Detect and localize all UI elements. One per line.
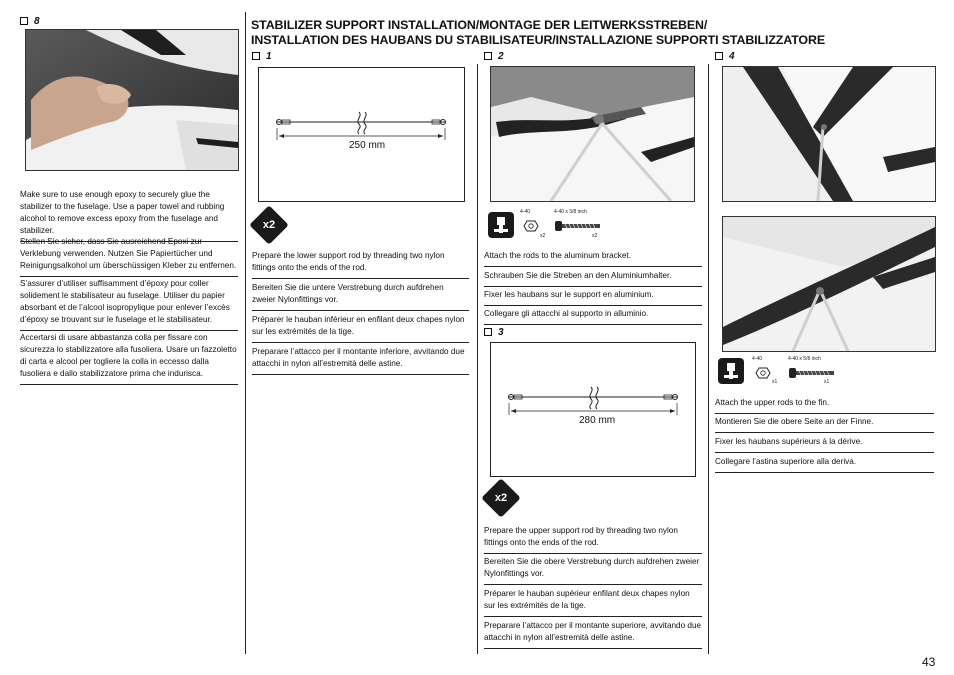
step-4-photo-top xyxy=(722,66,936,202)
step-2-text-en: Attach the rods to the aluminum bracket. xyxy=(484,250,702,267)
step-2-text-fr: Fixer les haubans sur le support en aluminium. xyxy=(484,289,702,306)
step-8-photo xyxy=(25,29,239,171)
checkbox-icon[interactable] xyxy=(484,52,492,60)
step-4-hardware xyxy=(716,352,846,388)
checkbox-icon[interactable] xyxy=(252,52,260,60)
step-4-text-fr: Fixer les haubans supérieurs à la dérive. xyxy=(715,436,934,453)
step-1-diagram xyxy=(258,67,465,202)
step-2-photo xyxy=(490,66,695,202)
quantity-badge-label: x2 xyxy=(494,492,508,504)
divider-3 xyxy=(708,64,709,654)
step-number: 4 xyxy=(729,51,735,62)
step-8-text-en: Make sure to use enough epoxy to securely glue the stabilizer to the fuselage. Use a paper towel and rubbing alcohol to remove excess epoxy from the fuselage and stabilizer. xyxy=(20,189,238,242)
rod-diagram-svg xyxy=(259,68,464,201)
step-2-text-de: Schrauben Sie die Streben an den Aluminiumhalter. xyxy=(484,270,702,287)
checkbox-icon[interactable] xyxy=(715,52,723,60)
page-title xyxy=(251,18,941,48)
step-number: 8 xyxy=(34,16,40,27)
step-number: 2 xyxy=(498,51,504,62)
step-2-hardware xyxy=(486,206,616,242)
screw-quantity: x1 xyxy=(824,379,830,385)
quantity-badge xyxy=(249,205,289,245)
divider-2 xyxy=(477,64,478,654)
screw-quantity: x2 xyxy=(592,233,598,239)
nut-icon xyxy=(754,366,772,384)
step-1-text-fr: Préparer le hauban inférieur en enfilant deux chapes nylon sur les extrémités de la tige. xyxy=(252,314,469,343)
nut-quantity: x2 xyxy=(540,233,546,239)
step-3-text-de: Bereiten Sie die obere Verstrebung durch aufdrehen zweier Nylonfittings vor. xyxy=(484,556,702,585)
step-4-text-de: Montieren Sie die obere Seite an der Finne. xyxy=(715,416,934,433)
step-8-heading xyxy=(20,16,40,27)
step-1-text-de: Bereiten Sie die untere Verstrebung durch aufdrehen zweier Nylonfittings vor. xyxy=(252,282,469,311)
step-2-heading xyxy=(484,51,504,62)
step-3-text-fr: Préparer le hauban supérieur enfilant deux chapes nylon sur les extrémités de la tige. xyxy=(484,588,702,617)
step-1-heading xyxy=(252,51,272,62)
step-number: 3 xyxy=(498,327,504,338)
step-3-measurement: 280 mm xyxy=(579,415,616,426)
rod-diagram-svg xyxy=(491,343,695,476)
step-8-text-it: Accertarsi di usare abbastanza colla per fissare con sicurezza lo stabilizzatore alla fusoliera. Usare un fazzoletto di carta e alcool per togliere la colla in eccesso dalla fusoliera e dallo stabilizzatore prima che indurisca. xyxy=(20,332,238,385)
page-title-line-2: INSTALLATION DES HAUBANS DU STABILISATEUR/INSTALLAZIONE SUPPORTI STABILIZZATORE xyxy=(251,33,825,47)
step-3-text-it: Preparare l’attacco per il montante superiore, avvitando due attacchi in nylon all’estremità delle astine. xyxy=(484,620,702,649)
page-number: 43 xyxy=(922,655,936,669)
quantity-badge-label: x2 xyxy=(262,219,276,231)
screw-size-label: 4-40 x 5/8 inch xyxy=(788,356,821,362)
step-8-text-de: Stellen Sie sicher, dass Sie ausreichend Epoxi zur Verklebung verwenden. Nutzen Sie Papiertücher und Reinigungsalkohol um überschüssigen Kleber zu entfernen. xyxy=(20,236,238,277)
step-1-measurement: 250 mm xyxy=(349,140,386,151)
checkbox-icon[interactable] xyxy=(20,17,28,25)
checkbox-icon[interactable] xyxy=(484,328,492,336)
nut-size-label: 4-40 xyxy=(520,209,531,215)
nut-size-label: 4-40 xyxy=(752,356,763,362)
step-3-text-en: Prepare the upper support rod by threading two nylon fittings onto the ends of the rod. xyxy=(484,525,702,554)
step-4-photo-bottom xyxy=(722,216,936,352)
step-4-text-en: Attach the upper rods to the fin. xyxy=(715,397,934,414)
step-1-text-en: Prepare the lower support rod by threading two nylon fittings onto the ends of the rod. xyxy=(252,250,469,279)
step-8-text-fr: S’assurer d’utiliser suffisamment d’époxy pour coller solidement le stabilisateur au fuselage. Utiliser du papier absorbant et de l’alcool isopropylique pour enlever l’excès d’époxy se trouvant sur le fuselage et le stabilisateur. xyxy=(20,278,238,331)
screw-size-label: 4-40 x 3/8 inch xyxy=(554,209,587,215)
nut-quantity: x1 xyxy=(772,379,778,385)
step-4-heading xyxy=(715,51,735,62)
wrench-icon xyxy=(718,358,744,384)
nut-icon xyxy=(522,219,540,237)
step-4-text-it: Collegare l’astina superiore alla deriva. xyxy=(715,456,934,473)
step-number: 1 xyxy=(266,51,272,62)
quantity-badge xyxy=(481,478,521,518)
step-3-heading xyxy=(484,327,504,338)
step-3-diagram xyxy=(490,342,696,477)
divider-1 xyxy=(245,12,246,654)
page-title-line-1: STABILIZER SUPPORT INSTALLATION/MONTAGE DER LEITWERKSSTREBEN/ xyxy=(251,18,708,32)
wrench-icon xyxy=(488,212,514,238)
step-2-text-it: Collegare gli attacchi al supporto in alluminio. xyxy=(484,308,702,325)
step-1-text-it: Preparare l’attacco per il montante inferiore, avvitando due attacchi in nylon all’estremità delle astine. xyxy=(252,346,469,375)
